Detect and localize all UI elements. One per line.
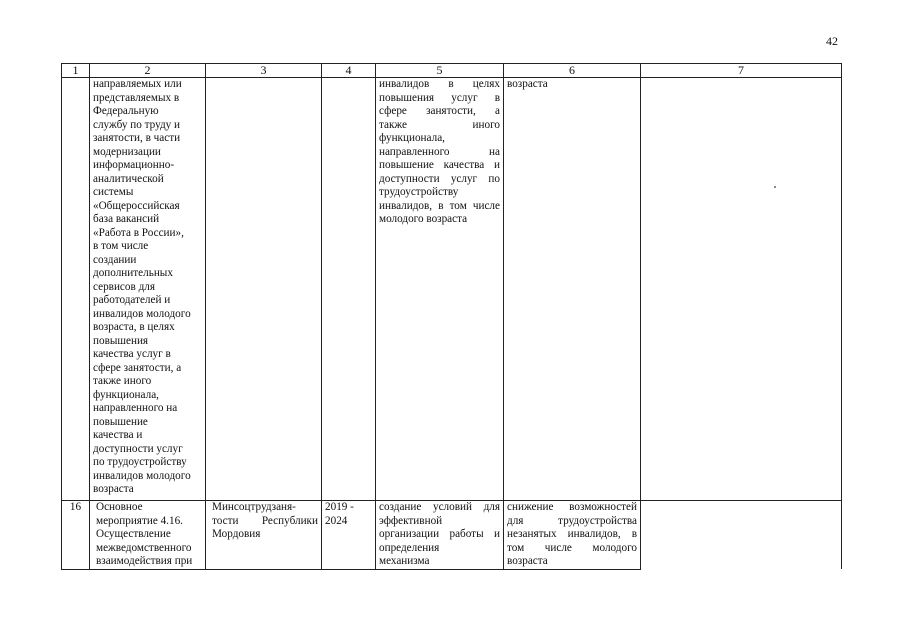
- text-line: функционала,: [93, 388, 159, 401]
- text-line: Основное: [96, 501, 143, 513]
- text-line: занятости, в части: [93, 132, 181, 144]
- text-line: сфере занятости, а: [379, 105, 500, 117]
- text-line: сервисов для: [93, 280, 155, 293]
- header-col-7: 7: [641, 64, 842, 78]
- text-line: дополнительных: [93, 267, 173, 279]
- text-line: мероприятие 4.16.: [96, 514, 183, 527]
- text-line: «Общероссийская: [93, 199, 180, 212]
- text-line: доступности услуг: [93, 442, 183, 455]
- text-line: направленного на: [93, 402, 178, 414]
- page-number: 42: [826, 34, 838, 48]
- text-line: организации работы и: [379, 528, 500, 540]
- measures-table: [61, 63, 842, 570]
- text-line: тости Республики: [212, 514, 318, 527]
- text-line: механизма: [379, 555, 430, 567]
- text-line: информационно-: [93, 159, 175, 171]
- header-col-5: 5: [376, 64, 504, 78]
- text-line: для трудоустройства: [507, 514, 637, 527]
- header-col-2: 2: [90, 64, 206, 78]
- text-line: представляемых в: [93, 91, 180, 104]
- text-line: также иного: [93, 375, 152, 387]
- table-row-continued: [62, 78, 842, 501]
- text-line: Осуществление: [96, 528, 171, 540]
- text-line: Минсоцтрудзаня-: [212, 501, 296, 513]
- scan-speck: [774, 186, 776, 188]
- text-line: 2024: [325, 514, 348, 527]
- text-line: повышение: [93, 415, 148, 428]
- text-line: модернизации: [93, 145, 161, 158]
- text-line: повышение качества и: [379, 159, 500, 171]
- text-line: «Работа в России»,: [93, 226, 184, 239]
- text-line: повышения: [93, 334, 149, 347]
- header-col-4: 4: [322, 64, 376, 78]
- text-line: системы: [93, 186, 134, 198]
- text-line: эффективной: [379, 514, 443, 527]
- cell-consequences: [504, 501, 641, 570]
- text-line: направленного на: [379, 145, 500, 158]
- text-line: взаимодействия при: [96, 555, 193, 567]
- header-col-6: 6: [504, 64, 641, 78]
- text-line: инвалидов в целях: [379, 78, 500, 90]
- text-line: возраста: [93, 483, 134, 495]
- header-row: [62, 64, 842, 78]
- text-line: сфере занятости, а: [93, 361, 182, 374]
- text-line: Мордовия: [212, 528, 261, 540]
- text-line: создание условий для: [379, 501, 500, 513]
- text-line: трудоустройству: [379, 186, 459, 198]
- text-line: создании: [93, 253, 137, 266]
- table-row-16: [62, 501, 842, 570]
- text-line: Федеральную: [93, 105, 159, 117]
- text-line: инвалидов молодого: [93, 307, 191, 320]
- text-line: функционала,: [379, 132, 445, 144]
- text-line: возраста: [507, 78, 548, 90]
- text-line: возраста: [507, 555, 548, 567]
- text-line: службу по труду и: [93, 118, 181, 131]
- text-line: повышения услуг в: [379, 91, 500, 104]
- cell-expected-result: [376, 501, 504, 570]
- text-line: молодого возраста: [379, 213, 468, 225]
- cell-expected-result: [376, 78, 504, 501]
- header-col-3: 3: [206, 64, 322, 78]
- text-line: снижение возможностей: [507, 501, 637, 513]
- text-line: в том числе: [93, 240, 149, 252]
- text-line: направляемых или: [93, 78, 182, 90]
- cell-number: [62, 78, 90, 501]
- text-line: аналитической: [93, 172, 164, 185]
- text-line: качества и: [93, 429, 143, 441]
- cell-measure-name: [90, 78, 206, 501]
- cell-executor: [206, 78, 322, 501]
- text-line: межведомственного: [96, 541, 192, 554]
- cell-period: [322, 501, 376, 570]
- cell-executor: [206, 501, 322, 570]
- header-col-1: 1: [62, 64, 90, 78]
- text-line: 2019 -: [325, 501, 354, 513]
- text-line: по трудоустройству: [93, 456, 187, 468]
- text-line: инвалидов, в том числе: [379, 199, 500, 212]
- cell-consequences: [504, 78, 641, 501]
- cell-number: 16: [62, 501, 90, 570]
- cell-relation: [641, 78, 842, 501]
- text-line: незанятых инвалидов, в: [507, 528, 637, 540]
- text-line: также иного: [379, 118, 500, 131]
- text-line: инвалидов молодого: [93, 469, 191, 482]
- cell-measure-name: [90, 501, 206, 570]
- text-line: определения: [379, 541, 440, 554]
- text-line: доступности услуг по: [379, 172, 500, 185]
- text-line: работодателей и: [93, 294, 171, 306]
- text-line: качества услуг в: [93, 348, 171, 360]
- text-line: том числе молодого: [507, 541, 637, 554]
- cell-relation: [641, 501, 842, 570]
- text-line: база вакансий: [93, 213, 160, 225]
- text-line: возраста, в целях: [93, 321, 175, 333]
- cell-period: [322, 78, 376, 501]
